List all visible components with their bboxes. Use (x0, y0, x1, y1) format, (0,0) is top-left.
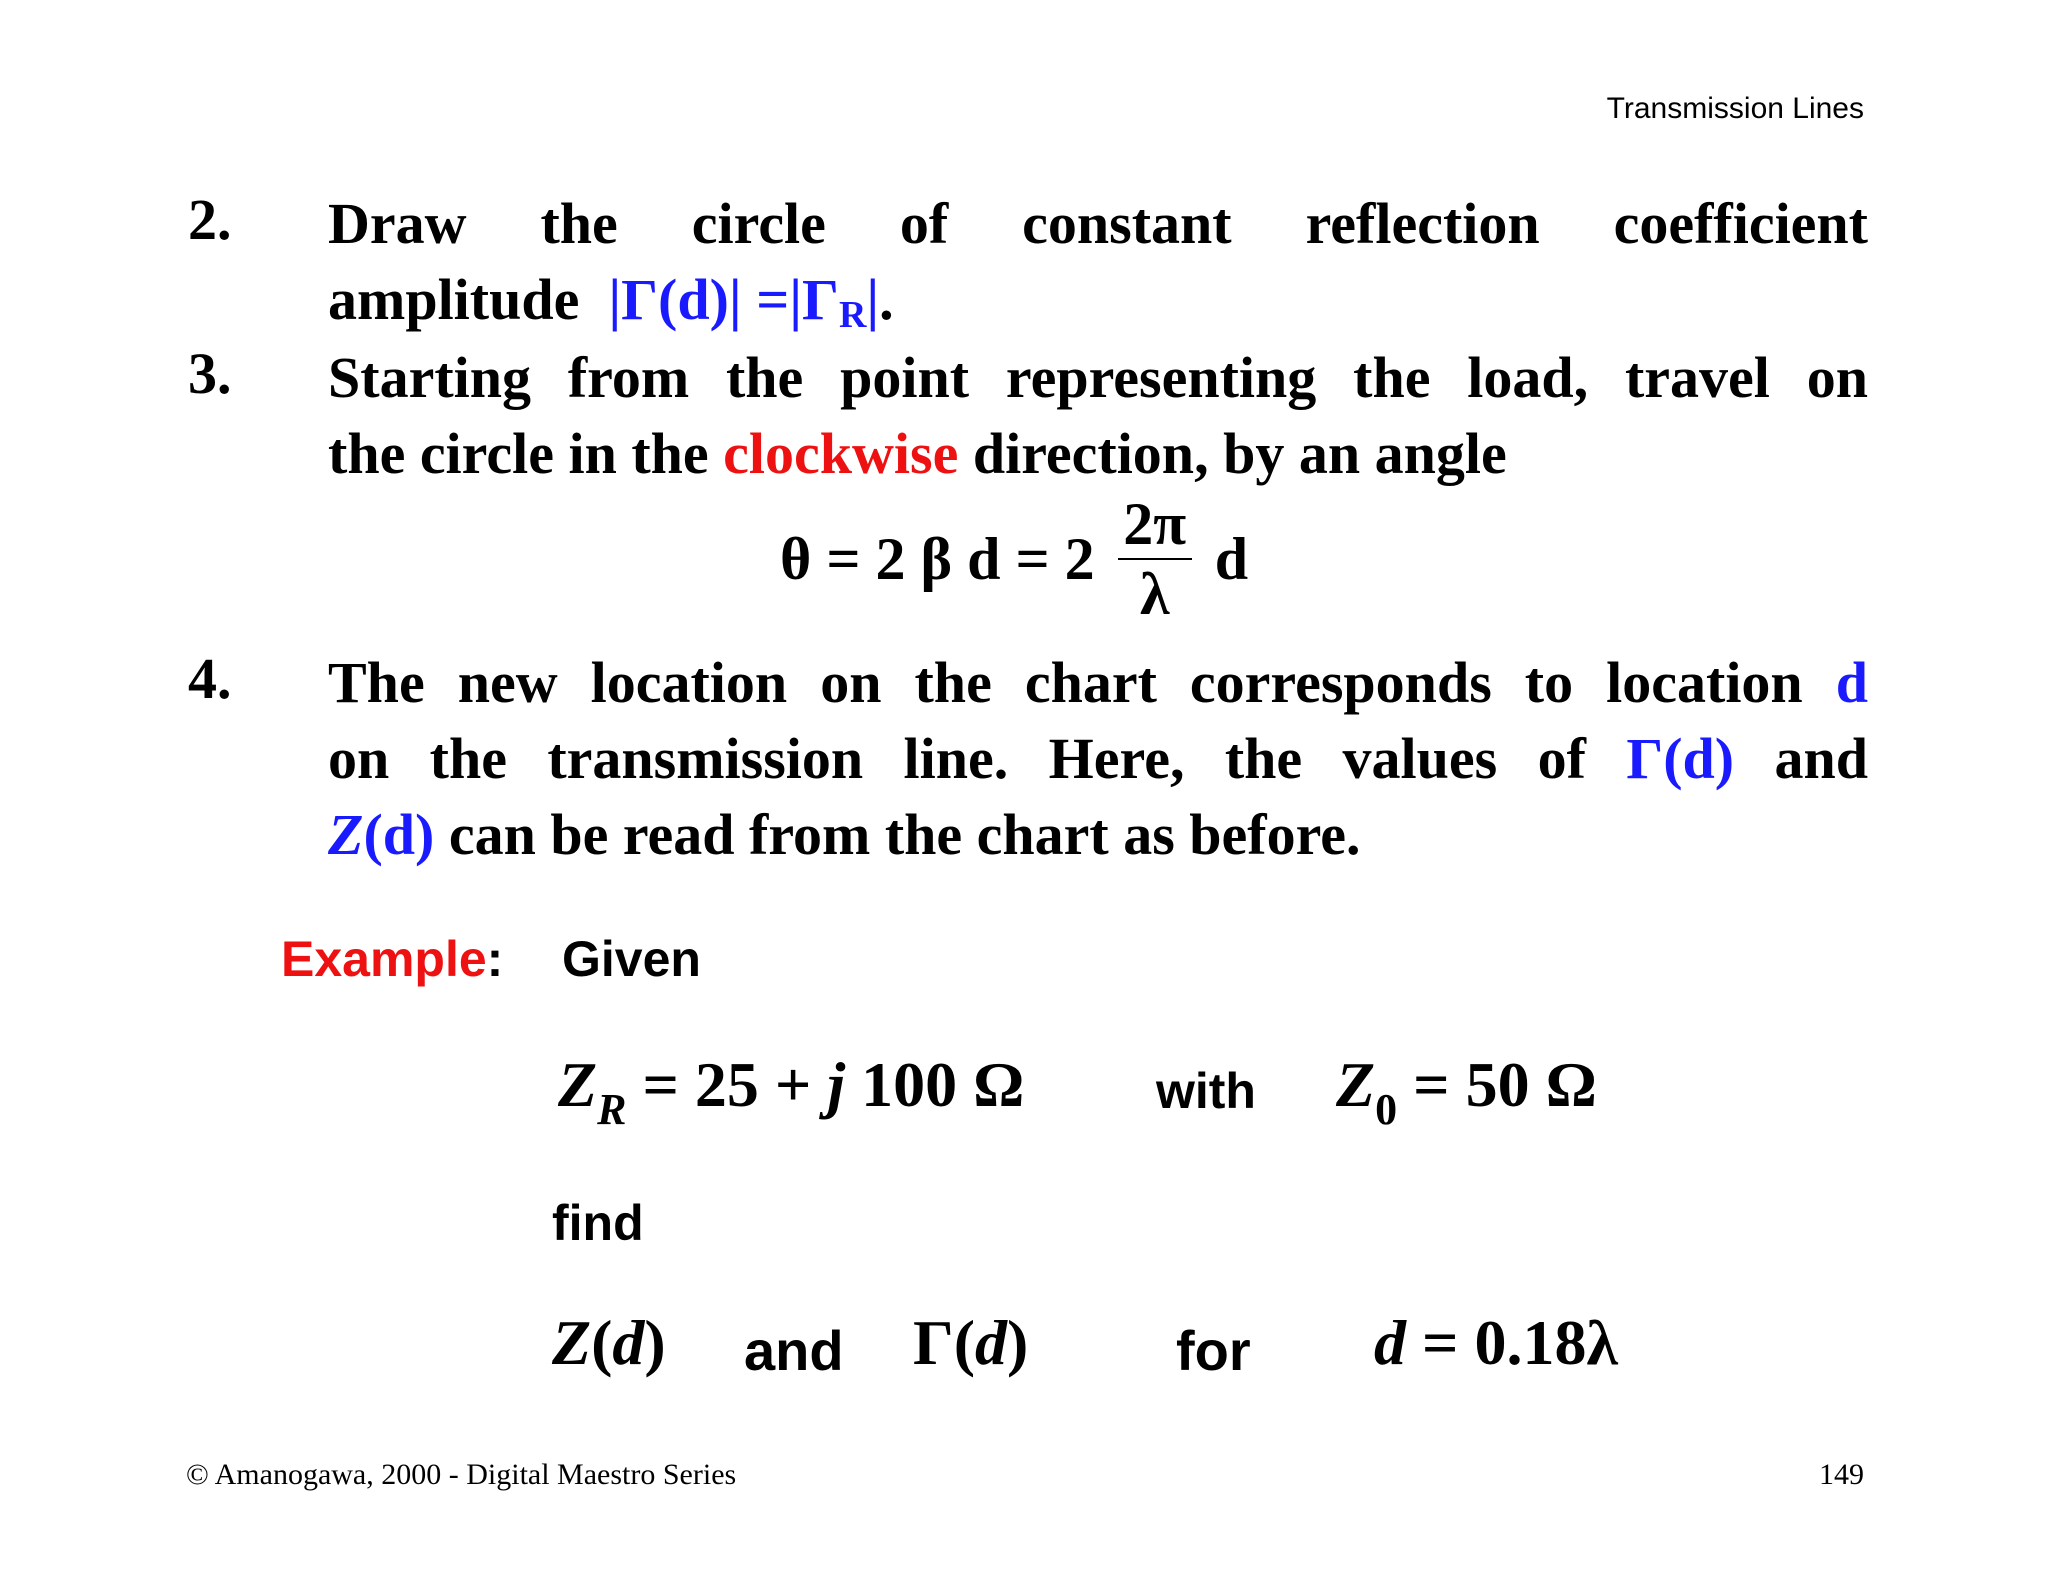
step-2-gamma-expr: $|\Gamma(d)| =|\Gamma_R|$ (608, 267, 880, 336)
location-d-highlight: d (1835, 650, 1868, 715)
step-3-text (328, 340, 1868, 492)
step-4-line-3: Z(d) can be read from the chart as before. (328, 802, 1361, 867)
formula-denominator: λ (1139, 561, 1170, 627)
header-title: Transmission Lines (1606, 92, 1864, 125)
step-2-amplitude: amplitude (328, 267, 580, 332)
step-4-line-2: on the transmission line. Here, the values of Γ(d) and (328, 726, 1869, 791)
and-label: and (744, 1319, 844, 1382)
footer-copyright: © Amanogawa, 2000 - Digital Maestro Series (186, 1458, 737, 1491)
step-4-text (328, 645, 1868, 873)
given-label: Given (562, 931, 701, 987)
formula-rhs: d (1214, 525, 1249, 592)
step-2-line-1: Draw the circle of constant reflection coefficient (328, 191, 1868, 256)
clockwise-highlight: clockwise (723, 421, 959, 486)
find-label: find (552, 1195, 644, 1251)
theta-formula (780, 491, 1249, 632)
step-3-line-1: Starting from the point representing the load, travel on (328, 345, 1868, 410)
example-label: Example: (281, 931, 504, 987)
step-2-text (328, 186, 1868, 353)
formula-numerator: 2π (1123, 491, 1187, 557)
with-label: with (1156, 1063, 1256, 1119)
d-value-expr: d = 0.18λ (1374, 1307, 1618, 1378)
step-4-line-1: The new location on the chart corresponds to location d (328, 650, 1868, 715)
for-label: for (1176, 1319, 1251, 1382)
step-3-line-2: the circle in the clockwise direction, by an angle (328, 421, 1507, 486)
z-d-highlight: Z(d) (328, 802, 435, 867)
formula-lhs: θ = 2 β d = 2 (780, 525, 1095, 592)
fraction-bar (1118, 558, 1192, 560)
z-of-d-expr: Z(d) (552, 1307, 666, 1378)
page-number: 149 (1819, 1458, 1864, 1491)
characteristic-impedance-expr: $Z_0 = 50$ Ω (1336, 1049, 1597, 1134)
step-2-period: . (879, 267, 894, 332)
gamma-of-d-expr: Γ(d) (913, 1307, 1029, 1378)
step-2-number: 2. (188, 187, 232, 252)
gamma-d-highlight: Γ(d) (1626, 726, 1735, 791)
step-4-number: 4. (188, 646, 232, 711)
formula-fraction (1118, 492, 1192, 626)
load-impedance-expr: $Z_R = 25 + j$ 100 Ω (558, 1049, 1025, 1134)
step-3-number: 3. (188, 341, 232, 406)
